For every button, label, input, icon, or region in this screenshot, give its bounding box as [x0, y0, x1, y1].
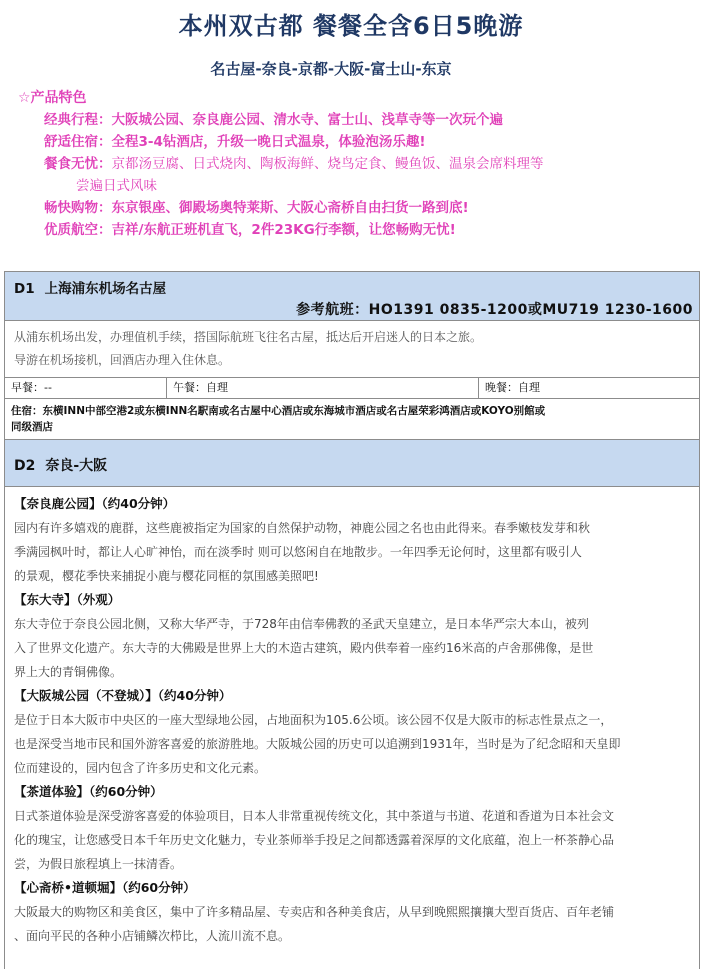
feature-item — [18, 197, 698, 219]
feature-label: 舒适住宿： — [44, 134, 112, 150]
day2-body — [5, 487, 699, 969]
day1-hotel — [5, 399, 699, 440]
bullet-icon — [18, 109, 44, 131]
description-line: 导游在机场接机，回酒店办理入住休息。 — [14, 353, 231, 367]
dinner: 晚餐：自理 — [485, 381, 540, 394]
day-title — [14, 455, 107, 475]
attraction-title: 【东大寺】（外观） — [14, 592, 121, 607]
bullet-icon — [18, 219, 44, 241]
attraction-description-line: 日式茶道体验是深受游客喜爱的体验项目，日本人非常重视传统文化，其中茶道与书道、花道和香道为日本社会文 — [14, 809, 615, 823]
day-header-d2 — [5, 440, 699, 487]
day-route: 上海浦东机场名古屋 — [44, 281, 167, 297]
attraction-title: 【茶道体验】（约60分钟） — [14, 784, 163, 799]
feature-item — [18, 131, 698, 153]
day-number: D1 — [14, 281, 35, 297]
attraction-title: 【心斋桥•道顿堀】（约60分钟） — [14, 880, 196, 895]
hotel-line: 同级酒店 — [11, 421, 53, 433]
day-number: D2 — [14, 458, 36, 474]
attraction-description-line: 也是深受当地市民和国外游客喜爱的旅游胜地。大阪城公园的历史可以追溯到1931年，当时是为了纪念昭和天皇即 — [14, 737, 621, 751]
feature-item — [18, 175, 698, 197]
feature-item — [18, 219, 698, 241]
attraction-description-line: 位而建设的，园内包含了许多历史和文化元素。 — [14, 761, 267, 775]
lunch: 午餐：自理 — [167, 378, 479, 398]
feature-label: 经典行程： — [44, 112, 112, 128]
feature-label: 餐食无忧： — [44, 156, 112, 172]
product-features — [18, 88, 698, 241]
bullet-icon — [18, 131, 44, 153]
day1-meals — [5, 378, 699, 399]
reference-flight: 参考航班：HO1391 0835-1200或MU719 1230-1600 — [296, 302, 693, 318]
feature-item — [18, 153, 698, 175]
feature-text: 全程3-4钻酒店，升级一晚日式温泉，体验泡汤乐趣! — [111, 134, 426, 150]
page-title: 本州双古都 餐餐全含6日5晚游 — [178, 12, 524, 40]
attraction-description-line: 化的瑰宝，让您感受日本千年历史文化魅力，专业茶师举手投足之间都透露着深厚的文化底蕴，泡上一杯茶静心品 — [14, 833, 615, 847]
attraction-description-line: 大阪最大的购物区和美食区，集中了许多精品屋、专卖店和各种美食店，从早到晚熙熙攘攘大型百货店、百年老铺 — [14, 905, 615, 919]
bullet-icon — [18, 197, 44, 219]
feature-label: 优质航空： — [44, 222, 112, 238]
attraction-description-line: 季满园枫叶时，都让人心旷神怡，而在淡季时 则可以悠闲自在地散步。一年四季无论何时，这里都有吸引人 — [14, 545, 582, 559]
feature-text: 尝遍日式风味 — [76, 178, 157, 194]
attraction-description-line: 入了世界文化遗产。东大寺的大佛殿是世界上大的木造古建筑，殿内供奉着一座约16米高的卢舍那佛像，是世 — [14, 641, 594, 655]
breakfast: 早餐：-- — [5, 378, 167, 398]
feature-text: 东京银座、御殿场奥特莱斯、大阪心斋桥自由扫货一路到底! — [111, 200, 469, 216]
features-title: ☆产品特色 — [18, 90, 87, 106]
attraction-description-line: 园内有许多嬉戏的鹿群，这些鹿被指定为国家的自然保护动物，神鹿公园之名也由此得来。春季嫩枝发芽和秋 — [14, 521, 591, 535]
attraction-description-line: 、面向平民的各种小店铺鳞次栉比，人流川流不息。 — [14, 929, 291, 943]
feature-label: 畅快购物： — [44, 200, 112, 216]
attraction-description-line: 尝，为假日旅程填上一抹清香。 — [14, 857, 183, 871]
description-line: 从浦东机场出发，办理值机手续，搭国际航班飞往名古屋，抵达后开启迷人的日本之旅。 — [14, 330, 483, 344]
attraction-description-line: 的景观，樱花季快来捕捉小鹿与樱花同框的氛围感美照吧! — [14, 569, 319, 583]
attraction-description-line: 是位于日本大阪市中央区的一座大型绿地公园，占地面积为105.6公顷。该公园不仅是大阪市的标志性景点之一， — [14, 713, 613, 727]
feature-item — [18, 109, 698, 131]
bullet-icon — [18, 153, 44, 175]
day-route: 奈良-大阪 — [45, 458, 108, 474]
itinerary-table — [4, 271, 700, 969]
feature-text: 京都汤豆腐、日式烧肉、陶板海鲜、烧鸟定食、鳗鱼饭、温泉会席料理等 — [111, 156, 544, 172]
attraction-description-line: 界上大的青铜佛像。 — [14, 665, 123, 679]
day-title — [14, 277, 166, 297]
route-subtitle: 名古屋-奈良-京都-大阪-富士山-东京 — [210, 60, 452, 78]
day-header-d1 — [5, 272, 699, 321]
attraction-title: 【奈良鹿公园】（约40分钟） — [14, 496, 176, 511]
feature-text: 大阪城公园、奈良鹿公园、清水寺、富士山、浅草寺等一次玩个遍 — [111, 112, 503, 128]
feature-text: 吉祥/东航正班机直飞，2件23KG行李额，让您畅购无忧! — [111, 222, 456, 238]
hotel-line: 住宿：东横INN中部空港2或东横INN名駅南或名古屋中心酒店或东海城市酒店或名古屋荣彩鸿酒店或KOYO别館或 — [11, 405, 546, 417]
attraction-description-line: 东大寺位于奈良公园北侧，又称大华严寺，于728年由信奉佛教的圣武天皇建立，是日本华严宗大本山，被列 — [14, 617, 589, 631]
attraction-title: 【大阪城公园（不登城）】（约40分钟） — [14, 688, 232, 703]
day1-description — [5, 321, 699, 378]
